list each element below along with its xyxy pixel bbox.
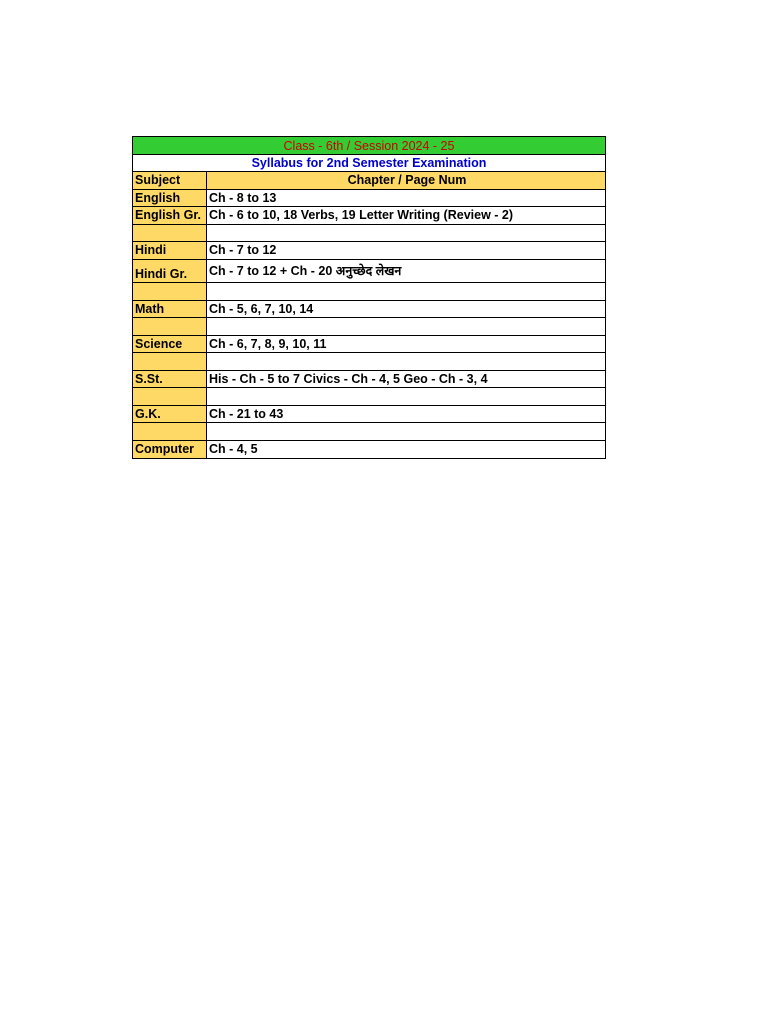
chapter-cell: His - Ch - 5 to 7 Civics - Ch - 4, 5 Geo - Ch - 3, 4: [207, 371, 605, 388]
table-row: [133, 318, 605, 336]
table-row: [133, 207, 605, 225]
table-row: [133, 423, 605, 441]
table-subtitle: Syllabus for 2nd Semester Examination: [133, 155, 605, 172]
header-subject: Subject: [133, 172, 207, 189]
table-row: [133, 242, 605, 260]
subject-cell: Science: [133, 336, 207, 353]
subject-cell: Computer: [133, 441, 207, 459]
subject-cell: [133, 318, 207, 335]
chapter-cell: Ch - 5, 6, 7, 10, 14: [207, 301, 605, 318]
subject-cell: Hindi: [133, 242, 207, 259]
chapter-cell: Ch - 6 to 10, 18 Verbs, 19 Letter Writing (Review - 2): [207, 207, 605, 224]
chapter-cell: Ch - 4, 5: [207, 441, 605, 459]
chapter-cell: [207, 353, 605, 370]
subject-cell: [133, 423, 207, 440]
subject-cell: S.St.: [133, 371, 207, 388]
chapter-cell: [207, 423, 605, 440]
chapter-cell: Ch - 7 to 12 + Ch - 20 अनुच्छेद लेखन: [207, 260, 605, 283]
table-title: Class - 6th / Session 2024 - 25: [133, 137, 605, 155]
subject-cell: Math: [133, 301, 207, 318]
table-row: [133, 301, 605, 319]
chapter-cell: [207, 283, 605, 300]
chapter-cell: Ch - 21 to 43: [207, 406, 605, 423]
subject-cell: [133, 283, 207, 300]
subject-cell: English Gr.: [133, 207, 207, 224]
chapter-cell: Ch - 7 to 12: [207, 242, 605, 259]
table-row: [133, 388, 605, 406]
table-header-row: [133, 172, 605, 190]
subject-cell: G.K.: [133, 406, 207, 423]
table-row: [133, 371, 605, 389]
chapter-cell: Ch - 6, 7, 8, 9, 10, 11: [207, 336, 605, 353]
header-chapter: Chapter / Page Num: [207, 172, 605, 189]
table-row: [133, 441, 605, 459]
chapter-cell: [207, 318, 605, 335]
table-row: [133, 260, 605, 284]
subject-cell: [133, 388, 207, 405]
table-row: [133, 406, 605, 424]
table-row: [133, 283, 605, 301]
table-row: [133, 353, 605, 371]
syllabus-table: [132, 136, 606, 459]
chapter-cell: Ch - 8 to 13: [207, 190, 605, 207]
table-row: [133, 336, 605, 354]
table-row: [133, 190, 605, 208]
subject-cell: [133, 353, 207, 370]
subject-cell: Hindi Gr.: [133, 260, 207, 283]
subject-cell: English: [133, 190, 207, 207]
table-row: [133, 225, 605, 243]
chapter-cell: [207, 225, 605, 242]
subject-cell: [133, 225, 207, 242]
chapter-cell: [207, 388, 605, 405]
